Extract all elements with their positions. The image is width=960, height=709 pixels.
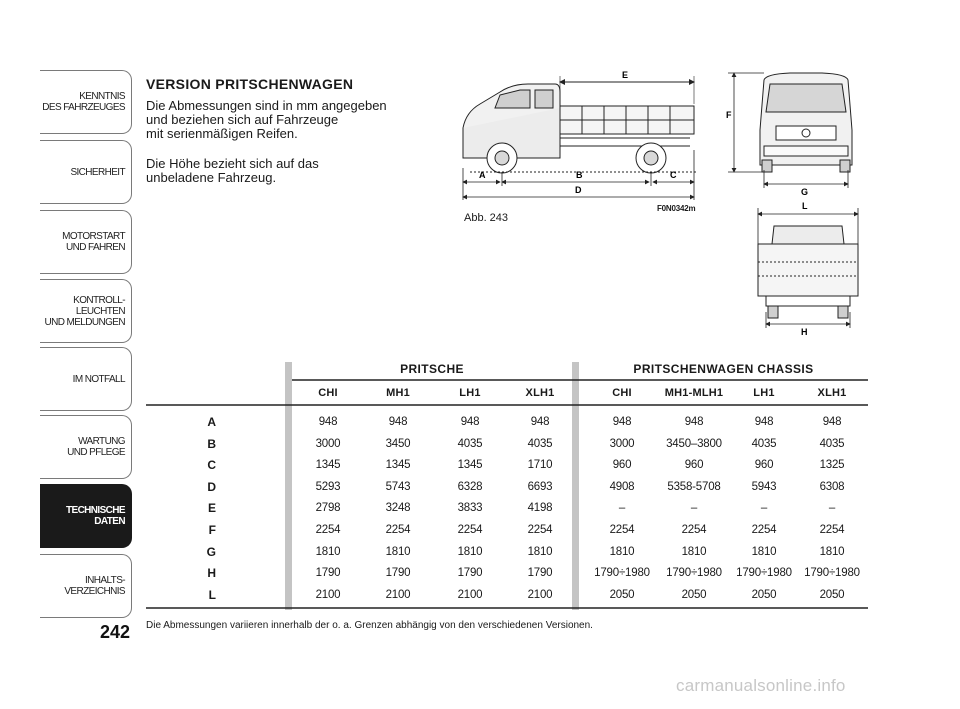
table-cell: 4035 [751, 437, 777, 450]
table-cell: 948 [822, 416, 842, 428]
table-cell: 3450–3800 [666, 437, 722, 450]
chapter-tab-label: MOTORSTART [62, 231, 125, 242]
table-cell: 2050 [609, 588, 635, 601]
table-cell: 2100 [527, 588, 553, 601]
row-label: G [206, 544, 216, 559]
column-header: XLH1 [817, 387, 847, 399]
watermark: carmanualsonline.info [676, 676, 846, 695]
table-cell: 2050 [751, 588, 777, 601]
table-cell: 948 [684, 416, 704, 428]
intro-line: und beziehen sich auf Fahrzeuge [146, 112, 339, 127]
table-cell: 2254 [751, 524, 777, 536]
table-cell: 2050 [819, 588, 845, 601]
table-cell: 5943 [751, 480, 777, 493]
table-cell: 1325 [819, 459, 845, 472]
table-cell: 1790 [457, 567, 483, 580]
row-label: A [207, 415, 216, 429]
chapter-tab-label: SICHERHEIT [70, 166, 125, 178]
group-header-chassis: PRITSCHENWAGEN CHASSIS [633, 362, 814, 376]
table-cell: 4908 [609, 480, 635, 493]
chapter-tab-label: UND PFLEGE [67, 447, 125, 458]
table-cell: 1810 [681, 545, 707, 558]
table-cell: 6308 [819, 480, 845, 493]
table-cell: 4198 [527, 502, 553, 515]
row-label: B [207, 436, 216, 451]
column-header: LH1 [753, 387, 775, 399]
table-cell: 1790 [315, 567, 341, 580]
table-cell: 2254 [819, 524, 845, 536]
table-cell: 1790 [385, 567, 411, 580]
front-view-drawing [760, 73, 852, 172]
table-cell: 1790÷1980 [594, 567, 650, 580]
dim-label-f: F [726, 110, 732, 120]
table-cell: 2254 [609, 524, 635, 536]
chapter-tab-label: LEUCHTEN [75, 305, 125, 317]
table-cell: 948 [612, 416, 632, 428]
table-cell: 2050 [681, 588, 707, 601]
table-cell: 5293 [315, 480, 341, 493]
row-label: L [208, 587, 216, 602]
table-cell: 5743 [385, 480, 411, 493]
table-cell: 1810 [527, 545, 553, 558]
table-cell: 1345 [457, 459, 483, 472]
table-cell: 2100 [385, 588, 411, 601]
column-header: MH1 [386, 387, 410, 399]
footnote: Die Abmessungen variieren innerhalb der o. a. Grenzen abhängig von den verschiedenen Versionen. [146, 620, 593, 631]
table-cell: 1790 [527, 567, 553, 580]
table-cell: 960 [754, 459, 774, 472]
chapter-tab-label: TECHNISCHE [65, 505, 125, 516]
intro-line: mit serienmäßigen Reifen. [146, 126, 298, 141]
table-cell: – [690, 502, 698, 515]
table-cell: 5358-5708 [667, 480, 721, 493]
chapter-tab-label: DES FAHRZEUGES [42, 102, 125, 113]
dim-label-b: B [576, 170, 583, 180]
table-cell: 3833 [457, 502, 483, 515]
intro-line: Die Abmessungen sind in mm angegeben [146, 98, 387, 113]
column-header: LH1 [459, 387, 481, 399]
table-cell: 948 [460, 416, 480, 428]
row-label: H [207, 566, 216, 581]
row-label: F [208, 523, 216, 537]
side-view-drawing [463, 84, 698, 173]
chapter-tab-label: KENNTNIS [79, 91, 125, 102]
table-cell: 960 [684, 459, 704, 472]
table-cell: 2254 [681, 524, 707, 536]
table-cell: 1810 [385, 545, 411, 558]
row-label: E [207, 501, 216, 516]
table-cell: 3248 [385, 502, 411, 515]
table-cell: 1790÷1980 [666, 567, 722, 580]
chapter-tab-label: UND FAHREN [65, 242, 125, 253]
chapter-tab-label: IM NOTFALL [72, 373, 125, 385]
dim-label-g: G [801, 187, 809, 197]
table-cell: 948 [388, 416, 408, 428]
column-header: CHI [318, 387, 338, 399]
table-cell: 3450 [385, 437, 411, 450]
figure-caption: Abb. 243 [464, 212, 509, 224]
table-cell: 1345 [315, 459, 341, 472]
table-cell: 1790÷1980 [804, 567, 860, 580]
figure-code: F0N0342m [657, 204, 696, 213]
table-cell: 2254 [385, 524, 411, 536]
table-cell: 1790÷1980 [736, 567, 792, 580]
rear-view-drawing [758, 226, 858, 318]
table-cell: 1810 [819, 545, 845, 558]
row-label: C [207, 458, 216, 473]
table-cell: 1810 [315, 545, 341, 558]
table-cell: – [618, 502, 626, 515]
chapter-tab-label: VERZEICHNIS [64, 586, 125, 597]
table-cell: 2254 [457, 524, 483, 536]
dim-label-e: E [622, 70, 629, 80]
table-cell: 960 [612, 459, 632, 472]
dim-label-h: H [801, 327, 808, 337]
table-cell: 1810 [457, 545, 483, 558]
table-cell: 2254 [527, 524, 553, 536]
table-cell: 1810 [609, 545, 635, 558]
height-note-line: Die Höhe bezieht sich auf das [146, 156, 319, 171]
table-cell: 1810 [751, 545, 777, 558]
table-cell: 3000 [315, 437, 341, 450]
table-cell: 948 [530, 416, 550, 428]
table-cell: 4035 [457, 437, 483, 450]
chapter-tab-label: UND MELDUNGEN [44, 316, 125, 328]
table-cell: 2100 [457, 588, 483, 601]
table-cell: 3000 [609, 437, 635, 450]
column-header: XLH1 [525, 387, 555, 399]
group-header-pritsche: PRITSCHE [400, 362, 464, 376]
dim-label-c: C [670, 170, 677, 180]
dim-label-d: D [575, 185, 582, 195]
chapter-tab-label: DATEN [94, 516, 125, 527]
chapter-tab-label: WARTUNG [78, 436, 125, 447]
table-cell: 2254 [315, 524, 341, 536]
table-cell: 1345 [385, 459, 411, 472]
table-cell: 948 [754, 416, 774, 428]
column-header: MH1-MLH1 [664, 387, 724, 399]
chapter-tab-label: KONTROLL- [73, 294, 125, 306]
table-cell: 1710 [527, 459, 553, 472]
row-label: D [207, 479, 216, 494]
table-cell: 6328 [457, 480, 483, 493]
column-header: CHI [612, 387, 632, 399]
dim-label-l: L [802, 201, 808, 211]
table-cell: 2100 [315, 588, 341, 601]
table-cell: 948 [318, 416, 338, 428]
table-cell: 2798 [315, 502, 341, 515]
page-number: 242 [100, 622, 131, 642]
height-note-line: unbeladene Fahrzeug. [146, 170, 277, 185]
table-cell: 6693 [527, 480, 553, 493]
dim-label-a: A [479, 170, 486, 180]
table-cell: 4035 [819, 437, 845, 450]
table-cell: 4035 [527, 437, 553, 450]
table-cell: – [760, 502, 768, 515]
table-cell: – [828, 502, 836, 515]
chapter-tab-label: INHALTS- [84, 575, 125, 586]
section-heading: VERSION PRITSCHENWAGEN [146, 76, 354, 92]
